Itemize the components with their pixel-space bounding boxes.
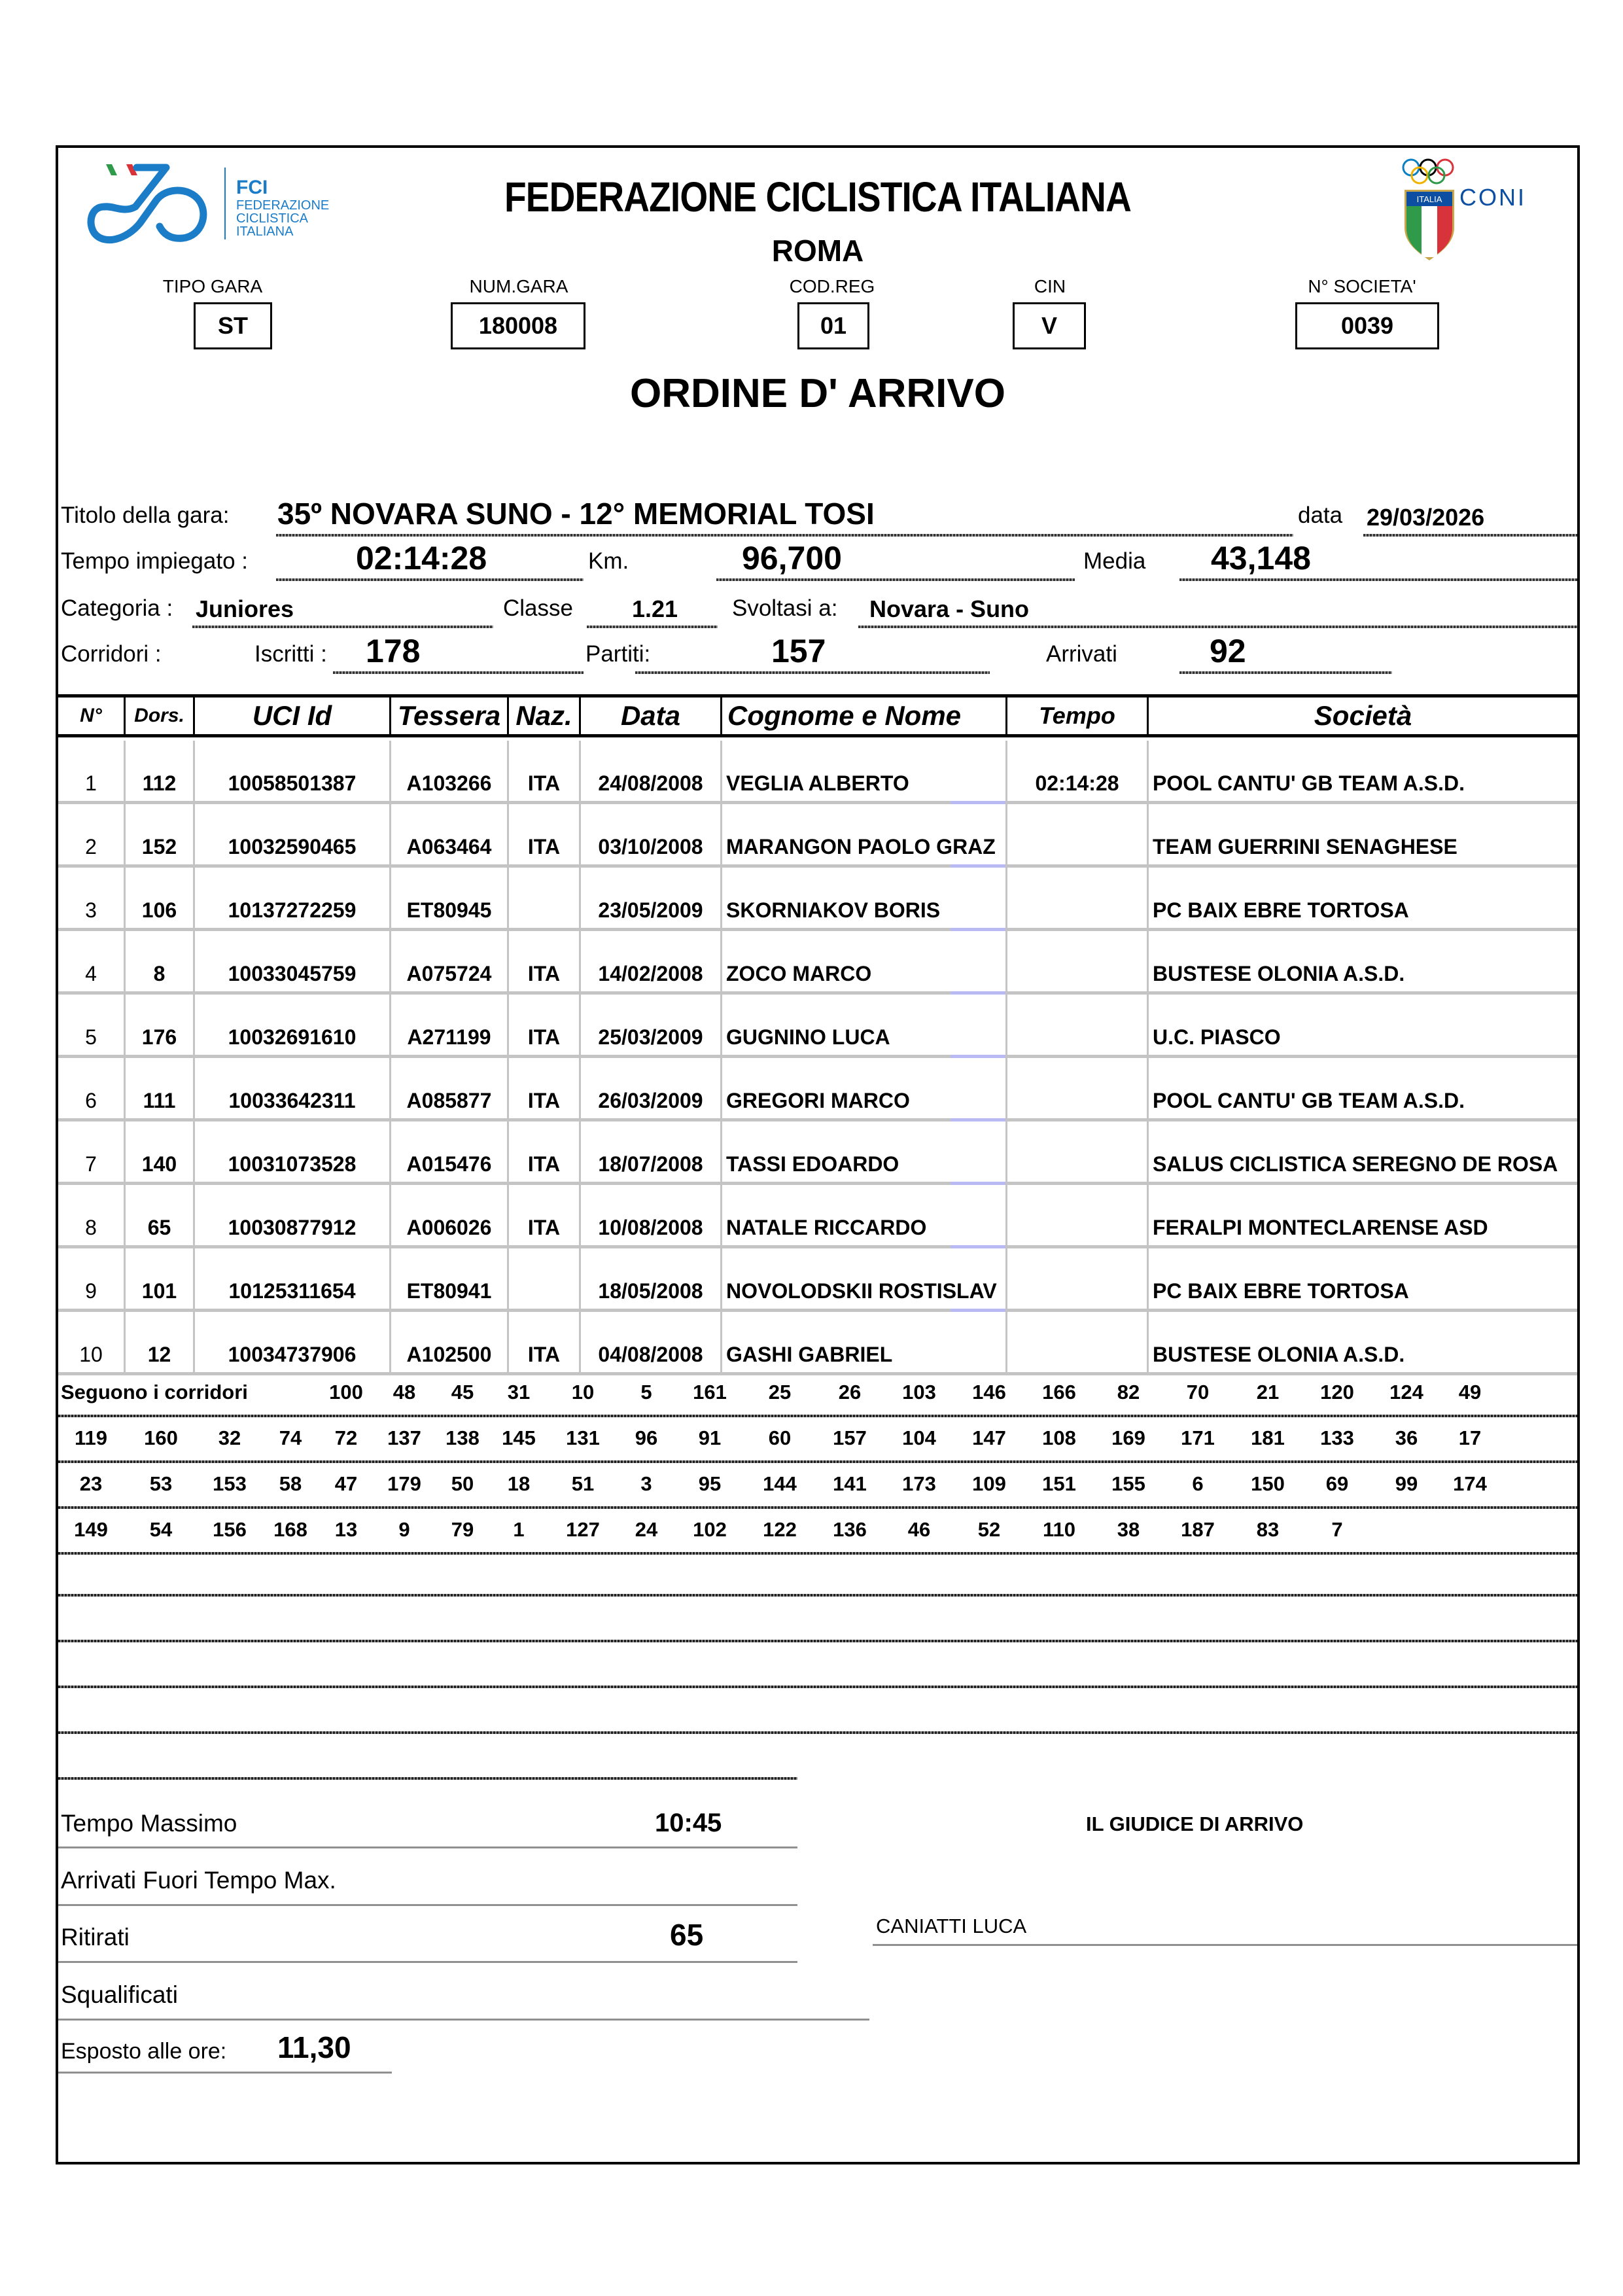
- cell-bib: 152: [124, 804, 193, 864]
- cell-time: [1005, 1312, 1147, 1372]
- following-bib: 168: [273, 1518, 307, 1541]
- table-row: [58, 741, 1577, 804]
- withdrawn-label: Ritirati: [61, 1924, 130, 1951]
- following-bib: 131: [566, 1426, 600, 1449]
- table-row: [58, 995, 1577, 1058]
- race-arrived: 92: [1210, 633, 1246, 669]
- table-row: [58, 1058, 1577, 1122]
- cell-birth-date: 18/07/2008: [579, 1122, 720, 1182]
- cell-uci-id: 10034737906: [193, 1312, 389, 1372]
- following-bib: 70: [1186, 1381, 1210, 1404]
- cell-bib: 112: [124, 741, 193, 801]
- following-bib: 174: [1453, 1472, 1487, 1495]
- category-label: Categoria :: [61, 595, 173, 621]
- following-bib: 51: [571, 1472, 595, 1495]
- following-bib: 133: [1320, 1426, 1354, 1449]
- cell-time: [1005, 995, 1147, 1055]
- location-label: Svoltasi a:: [732, 595, 838, 621]
- cell-name: VEGLIA ALBERTO: [720, 741, 1005, 801]
- cell-name: MARANGON PAOLO GRAZ: [720, 804, 1005, 864]
- cell-position: 6: [85, 1089, 97, 1112]
- field-num-gara: 180008: [451, 302, 585, 349]
- city-title: ROMA: [771, 234, 864, 268]
- italia-shield-icon: [1405, 190, 1454, 260]
- field-cin: V: [1013, 302, 1086, 349]
- olympic-rings-icon: [1399, 156, 1543, 260]
- cell-tessera: A085877: [389, 1058, 507, 1118]
- started-label: Partiti:: [585, 641, 651, 667]
- following-bib: 100: [329, 1381, 363, 1404]
- cell-nationality: ITA: [507, 1312, 579, 1372]
- cell-bib: 101: [124, 1248, 193, 1309]
- col-time: Tempo: [1005, 698, 1147, 734]
- following-bib: 166: [1042, 1381, 1076, 1404]
- cell-tessera: A271199: [389, 995, 507, 1055]
- cell-bib: 111: [124, 1058, 193, 1118]
- col-name: Cognome e Nome: [720, 698, 1005, 734]
- cell-bib: 12: [124, 1312, 193, 1372]
- arrived-label: Arrivati: [1046, 641, 1117, 667]
- table-row: [58, 931, 1577, 995]
- table-row: [58, 1312, 1577, 1375]
- col-uci-id: UCI Id: [193, 698, 389, 734]
- following-bib: 5: [640, 1381, 652, 1404]
- race-date: 29/03/2026: [1367, 504, 1485, 531]
- following-bib: 45: [451, 1381, 474, 1404]
- cell-nationality: ITA: [507, 931, 579, 991]
- following-bib: 146: [972, 1381, 1006, 1404]
- svg-text:FCI: FCI: [236, 177, 268, 198]
- field-tipo-gara: ST: [194, 302, 272, 349]
- cell-team: TEAM GUERRINI SENAGHESE: [1147, 804, 1577, 864]
- cell-uci-id: 10125311654: [193, 1248, 389, 1309]
- cell-time: [1005, 1058, 1147, 1118]
- following-bib: 95: [698, 1472, 722, 1495]
- following-bib: 60: [768, 1426, 792, 1449]
- cell-nationality: ITA: [507, 1058, 579, 1118]
- following-label: Seguono i corridori: [61, 1381, 248, 1404]
- row-divider: [58, 1552, 1577, 1555]
- following-bib: 69: [1325, 1472, 1349, 1495]
- table-row: [58, 1122, 1577, 1185]
- following-bib: 150: [1251, 1472, 1285, 1495]
- col-tessera: Tessera: [389, 698, 507, 734]
- race-km: 96,700: [742, 540, 842, 576]
- cell-name: TASSI EDOARDO: [720, 1122, 1005, 1182]
- following-bib: 54: [149, 1518, 173, 1541]
- col-birth-date: Data: [579, 698, 720, 734]
- following-bib: 144: [763, 1472, 797, 1495]
- following-bib: 1: [513, 1518, 525, 1541]
- cell-position: 7: [85, 1152, 97, 1176]
- cell-position: 8: [85, 1216, 97, 1239]
- following-bib: 141: [833, 1472, 867, 1495]
- cell-nationality: [507, 868, 579, 928]
- label-tipo-gara: TIPO GARA: [162, 276, 263, 296]
- following-bib: 79: [451, 1518, 474, 1541]
- cell-name: ZOCO MARCO: [720, 931, 1005, 991]
- cell-nationality: ITA: [507, 741, 579, 801]
- cell-team: FERALPI MONTECLARENSE ASD: [1147, 1185, 1577, 1245]
- media-label: Media: [1083, 548, 1146, 574]
- following-bib: 155: [1111, 1472, 1145, 1495]
- cell-position: 1: [85, 771, 97, 795]
- cell-tessera: ET80945: [389, 868, 507, 928]
- col-team: Società: [1147, 698, 1577, 734]
- following-bib: 149: [74, 1518, 108, 1541]
- following-bib: 103: [902, 1381, 936, 1404]
- field-n-societa: 0039: [1295, 302, 1439, 349]
- following-bib: 124: [1389, 1381, 1423, 1404]
- following-bib: 58: [279, 1472, 302, 1495]
- following-bib: 26: [838, 1381, 862, 1404]
- cell-birth-date: 23/05/2009: [579, 868, 720, 928]
- following-bib: 160: [144, 1426, 178, 1449]
- table-row: [58, 1248, 1577, 1312]
- following-bib: 74: [279, 1426, 302, 1449]
- cell-uci-id: 10033642311: [193, 1058, 389, 1118]
- results-table-header: [58, 694, 1577, 737]
- following-bib: 127: [566, 1518, 600, 1541]
- cell-birth-date: 25/03/2009: [579, 995, 720, 1055]
- cell-tessera: A102500: [389, 1312, 507, 1372]
- table-row: [58, 868, 1577, 931]
- cell-nationality: ITA: [507, 804, 579, 864]
- cell-nationality: ITA: [507, 1185, 579, 1245]
- label-num-gara: NUM.GARA: [469, 276, 568, 296]
- cell-position: 3: [85, 898, 97, 922]
- following-bib: 21: [1256, 1381, 1280, 1404]
- cell-name: GUGNINO LUCA: [720, 995, 1005, 1055]
- cell-tessera: A063464: [389, 804, 507, 864]
- race-category: Juniores: [196, 595, 294, 622]
- cell-birth-date: 24/08/2008: [579, 741, 720, 801]
- results-sheet: [56, 145, 1580, 2164]
- following-bib: 181: [1251, 1426, 1285, 1449]
- cell-position: 9: [85, 1279, 97, 1303]
- following-bib: 6: [1192, 1472, 1204, 1495]
- enrolled-label: Iscritti :: [254, 641, 327, 667]
- cell-name: GREGORI MARCO: [720, 1058, 1005, 1118]
- cell-team: POOL CANTU' GB TEAM A.S.D.: [1147, 741, 1577, 801]
- cell-position: 4: [85, 962, 97, 985]
- judge-name: CANIATTI LUCA: [876, 1915, 1027, 1937]
- race-time: 02:14:28: [356, 540, 487, 576]
- coni-logo: [1399, 156, 1543, 260]
- race-enrolled: 178: [366, 633, 421, 669]
- cell-birth-date: 26/03/2009: [579, 1058, 720, 1118]
- following-bib: 10: [571, 1381, 595, 1404]
- race-started: 157: [771, 633, 826, 669]
- col-position: N°: [80, 705, 102, 726]
- following-row: [58, 1463, 1577, 1509]
- posted-label: Esposto alle ore:: [61, 2039, 227, 2064]
- label-cod-reg: COD.REG: [789, 276, 875, 296]
- race-title-label: Titolo della gara:: [61, 503, 230, 528]
- cell-uci-id: 10058501387: [193, 741, 389, 801]
- cell-bib: 140: [124, 1122, 193, 1182]
- following-bib: 147: [972, 1426, 1006, 1449]
- riders-label: Corridori :: [61, 641, 162, 667]
- cell-name: NOVOLODSKII ROSTISLAV: [720, 1248, 1005, 1309]
- following-bib: 25: [768, 1381, 792, 1404]
- cell-birth-date: 04/08/2008: [579, 1312, 720, 1372]
- federation-title: FEDERAZIONE CICLISTICA ITALIANA: [504, 173, 1131, 221]
- following-bib: 31: [507, 1381, 531, 1404]
- cell-uci-id: 10137272259: [193, 868, 389, 928]
- cell-bib: 65: [124, 1185, 193, 1245]
- following-bib: 102: [693, 1518, 727, 1541]
- max-time-value: 10:45: [655, 1809, 722, 1837]
- following-bib: 119: [74, 1426, 107, 1449]
- cell-tessera: A015476: [389, 1122, 507, 1182]
- following-bib: 120: [1320, 1381, 1354, 1404]
- svg-text:CONI: CONI: [1459, 184, 1526, 211]
- following-bib: 110: [1042, 1518, 1075, 1541]
- following-bib: 49: [1458, 1381, 1482, 1404]
- following-bib: 171: [1181, 1426, 1215, 1449]
- label-n-societa: N° SOCIETA': [1308, 276, 1416, 296]
- cell-time: [1005, 931, 1147, 991]
- following-bib: 32: [218, 1426, 241, 1449]
- label-cin: CIN: [1034, 276, 1066, 296]
- cell-team: PC BAIX EBRE TORTOSA: [1147, 1248, 1577, 1309]
- out-of-time-label: Arrivati Fuori Tempo Max.: [61, 1867, 336, 1894]
- following-bib: 83: [1256, 1518, 1280, 1541]
- cell-team: PC BAIX EBRE TORTOSA: [1147, 868, 1577, 928]
- cell-tessera: ET80941: [389, 1248, 507, 1309]
- svg-text:ITALIA: ITALIA: [1416, 194, 1442, 204]
- following-bib: 138: [445, 1426, 480, 1449]
- max-time-label: Tempo Massimo: [61, 1810, 237, 1837]
- col-nationality: Naz.: [507, 698, 579, 734]
- cell-nationality: ITA: [507, 995, 579, 1055]
- cell-time: [1005, 1248, 1147, 1309]
- cell-uci-id: 10033045759: [193, 931, 389, 991]
- following-bib: 52: [977, 1518, 1001, 1541]
- cell-time: [1005, 804, 1147, 864]
- table-row: [58, 1185, 1577, 1248]
- following-bib: 53: [149, 1472, 173, 1495]
- cell-uci-id: 10032691610: [193, 995, 389, 1055]
- cell-birth-date: 14/02/2008: [579, 931, 720, 991]
- following-bib: 137: [387, 1426, 421, 1449]
- following-bib: 136: [833, 1518, 867, 1541]
- following-bib: 161: [693, 1381, 727, 1404]
- following-bib: 72: [334, 1426, 358, 1449]
- following-bib: 9: [398, 1518, 410, 1541]
- cell-time: [1005, 868, 1147, 928]
- following-bib: 91: [698, 1426, 722, 1449]
- date-label: data: [1298, 503, 1343, 528]
- cell-bib: 176: [124, 995, 193, 1055]
- withdrawn-value: 65: [670, 1918, 704, 1952]
- disqualified-label: Squalificati: [61, 1981, 178, 2008]
- following-bib: 7: [1331, 1518, 1343, 1541]
- following-bib: 153: [213, 1472, 247, 1495]
- cell-team: SALUS CICLISTICA SEREGNO DE ROSA: [1147, 1122, 1577, 1182]
- following-bib: 17: [1458, 1426, 1482, 1449]
- cell-tessera: A006026: [389, 1185, 507, 1245]
- cell-birth-date: 03/10/2008: [579, 804, 720, 864]
- cell-time: 02:14:28: [1005, 741, 1147, 801]
- following-bib: 108: [1042, 1426, 1076, 1449]
- cell-birth-date: 10/08/2008: [579, 1185, 720, 1245]
- cell-team: POOL CANTU' GB TEAM A.S.D.: [1147, 1058, 1577, 1118]
- following-bib: 24: [635, 1518, 658, 1541]
- following-bib: 145: [502, 1426, 536, 1449]
- following-bib: 104: [902, 1426, 936, 1449]
- km-label: Km.: [588, 548, 629, 574]
- table-row: [58, 804, 1577, 868]
- following-bib: 18: [507, 1472, 531, 1495]
- fci-logo-line2: CICLISTICA: [236, 211, 309, 226]
- cell-tessera: A075724: [389, 931, 507, 991]
- race-class: 1.21: [632, 595, 678, 622]
- cell-name: GASHI GABRIEL: [720, 1312, 1005, 1372]
- following-bib: 36: [1395, 1426, 1418, 1449]
- judge-title: IL GIUDICE DI ARRIVO: [1086, 1812, 1304, 1835]
- cell-name: NATALE RICCARDO: [720, 1185, 1005, 1245]
- time-label: Tempo impiegato :: [61, 548, 248, 574]
- following-bib: 3: [640, 1472, 652, 1495]
- following-bib: 23: [79, 1472, 103, 1495]
- following-row: [58, 1509, 1577, 1555]
- cell-uci-id: 10032590465: [193, 804, 389, 864]
- fci-logo-line3: ITALIANA: [236, 224, 294, 239]
- following-bib: 96: [635, 1426, 658, 1449]
- following-bib: 157: [833, 1426, 867, 1449]
- race-title: 35º NOVARA SUNO - 12° MEMORIAL TOSI: [277, 497, 875, 531]
- document-title: ORDINE D' ARRIVO: [630, 371, 1005, 416]
- cell-position: 5: [85, 1025, 97, 1049]
- following-row: [58, 1371, 1577, 1417]
- cell-time: [1005, 1185, 1147, 1245]
- cell-birth-date: 18/05/2008: [579, 1248, 720, 1309]
- following-bib: 13: [334, 1518, 358, 1541]
- following-bib: 151: [1042, 1472, 1076, 1495]
- following-bib: 169: [1111, 1426, 1145, 1449]
- cell-position: 2: [85, 835, 97, 858]
- following-row: [58, 1417, 1577, 1463]
- following-bib: 46: [907, 1518, 931, 1541]
- following-bib: 48: [393, 1381, 416, 1404]
- following-bib: 47: [334, 1472, 358, 1495]
- cell-uci-id: 10030877912: [193, 1185, 389, 1245]
- cell-nationality: ITA: [507, 1122, 579, 1182]
- fci-logo-line1: FEDERAZIONE: [236, 198, 330, 213]
- cell-position: 10: [79, 1343, 103, 1366]
- posted-value: 11,30: [277, 2030, 351, 2064]
- cell-nationality: [507, 1248, 579, 1309]
- race-media: 43,148: [1211, 540, 1311, 576]
- following-bib: 50: [451, 1472, 474, 1495]
- field-cod-reg: 01: [797, 302, 869, 349]
- following-bib: 173: [902, 1472, 936, 1495]
- following-bib: 187: [1181, 1518, 1215, 1541]
- following-bib: 156: [213, 1518, 247, 1541]
- class-label: Classe: [503, 595, 573, 621]
- cell-team: U.C. PIASCO: [1147, 995, 1577, 1055]
- cell-bib: 8: [124, 931, 193, 991]
- following-bib: 122: [763, 1518, 797, 1541]
- cell-team: BUSTESE OLONIA A.S.D.: [1147, 1312, 1577, 1372]
- following-bib: 82: [1117, 1381, 1140, 1404]
- following-bib: 109: [972, 1472, 1006, 1495]
- col-bib: Dors.: [124, 698, 193, 734]
- cell-tessera: A103266: [389, 741, 507, 801]
- cell-time: [1005, 1122, 1147, 1182]
- following-bib: 38: [1117, 1518, 1140, 1541]
- cell-uci-id: 10031073528: [193, 1122, 389, 1182]
- following-bib: 179: [387, 1472, 421, 1495]
- cell-team: BUSTESE OLONIA A.S.D.: [1147, 931, 1577, 991]
- cell-bib: 106: [124, 868, 193, 928]
- race-location: Novara - Suno: [869, 595, 1030, 622]
- following-bib: 99: [1395, 1472, 1418, 1495]
- cell-name: SKORNIAKOV BORIS: [720, 868, 1005, 928]
